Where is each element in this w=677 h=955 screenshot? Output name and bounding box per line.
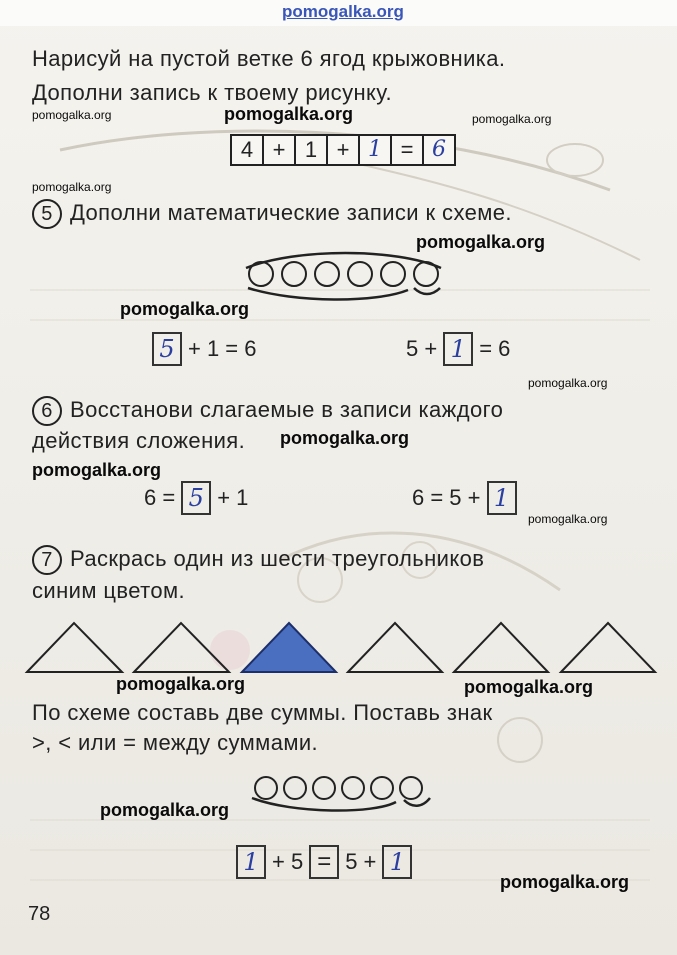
task6-line1: Восстанови слагаемые в записи каждого xyxy=(70,396,504,422)
task6-expression-1 xyxy=(144,481,248,515)
answer-box[interactable]: 5 xyxy=(152,332,182,366)
watermark: pomogalka.org xyxy=(120,299,250,319)
watermark: pomogalka.org xyxy=(32,180,112,194)
eq-cell: 1 xyxy=(296,136,328,164)
compare-sign-box[interactable]: = xyxy=(309,845,339,879)
expr-text: + 1 xyxy=(217,485,249,510)
task6-expression-2 xyxy=(412,481,517,515)
expr-text: 6 = xyxy=(144,485,176,510)
page-number: 78 xyxy=(28,903,51,925)
watermark: pomogalka.org xyxy=(464,677,594,697)
expr-text: + 1 = 6 xyxy=(188,336,257,361)
eq-cell: = xyxy=(392,136,424,164)
answer-box[interactable]: 1 xyxy=(443,332,473,366)
task5-expression-2 xyxy=(406,332,510,366)
task4-line1: Нарисуй на пустой ветке 6 ягод крыжовника. xyxy=(32,46,506,71)
eq-cell-answer[interactable]: 6 xyxy=(432,137,446,162)
expr-text: = 6 xyxy=(479,336,511,361)
task6-line2: действия сложения. xyxy=(32,428,246,453)
triangle[interactable] xyxy=(561,623,655,672)
watermark: pomogalka.org xyxy=(224,104,354,124)
task7-line1: Раскрась один из шести треугольников xyxy=(70,545,485,571)
task-number: 5 xyxy=(32,199,62,229)
task4-equation xyxy=(230,134,456,166)
watermark: pomogalka.org xyxy=(528,512,608,526)
expr-text: 6 = 5 + xyxy=(412,485,481,510)
task8-expression xyxy=(236,845,412,879)
triangle[interactable] xyxy=(454,623,548,672)
eq-cell-answer[interactable]: 1 xyxy=(360,136,392,164)
task7-line2: синим цветом. xyxy=(32,578,186,603)
watermark: pomogalka.org xyxy=(472,112,552,126)
watermark: pomogalka.org xyxy=(32,108,112,122)
task7-heading xyxy=(32,545,484,575)
expr-text: 5 + xyxy=(345,849,377,874)
watermark: pomogalka.org xyxy=(280,428,410,448)
triangle[interactable] xyxy=(348,623,442,672)
task5-text: Дополни математические записи к схеме. xyxy=(70,199,512,225)
task4-line2: Дополни запись к твоему рисунку. xyxy=(32,80,392,105)
task-number: 6 xyxy=(32,396,62,426)
task8-line2: >, < или = между суммами. xyxy=(32,730,319,755)
answer-box[interactable]: 5 xyxy=(181,481,211,515)
watermark: pomogalka.org xyxy=(500,872,630,892)
eq-cell: + xyxy=(264,136,296,164)
triangle-colored[interactable] xyxy=(242,623,336,672)
expr-text: + 5 xyxy=(272,849,304,874)
eq-cell: + xyxy=(328,136,360,164)
watermark: pomogalka.org xyxy=(528,376,608,390)
task8-line1: По схеме составь две суммы. Поставь знак xyxy=(32,700,493,725)
answer-box[interactable]: 1 xyxy=(236,845,266,879)
task5-expression-1 xyxy=(152,332,257,366)
watermark: pomogalka.org xyxy=(100,800,230,820)
task8-scheme xyxy=(244,770,444,820)
task6-heading xyxy=(32,396,503,426)
task-number: 7 xyxy=(32,545,62,575)
triangles-row xyxy=(24,620,664,680)
triangle[interactable] xyxy=(134,623,229,672)
eq-cell: 4 xyxy=(232,136,264,164)
expr-text: 5 + xyxy=(406,336,438,361)
watermark: pomogalka.org xyxy=(116,674,246,694)
watermark: pomogalka.org xyxy=(416,232,546,252)
answer-box[interactable]: 1 xyxy=(487,481,517,515)
site-watermark-top[interactable]: pomogalka.org xyxy=(282,2,404,21)
watermark: pomogalka.org xyxy=(32,460,162,480)
task5-heading xyxy=(32,199,512,229)
task5-scheme xyxy=(236,248,456,308)
answer-box[interactable]: 1 xyxy=(382,845,412,879)
triangle[interactable] xyxy=(27,623,122,672)
